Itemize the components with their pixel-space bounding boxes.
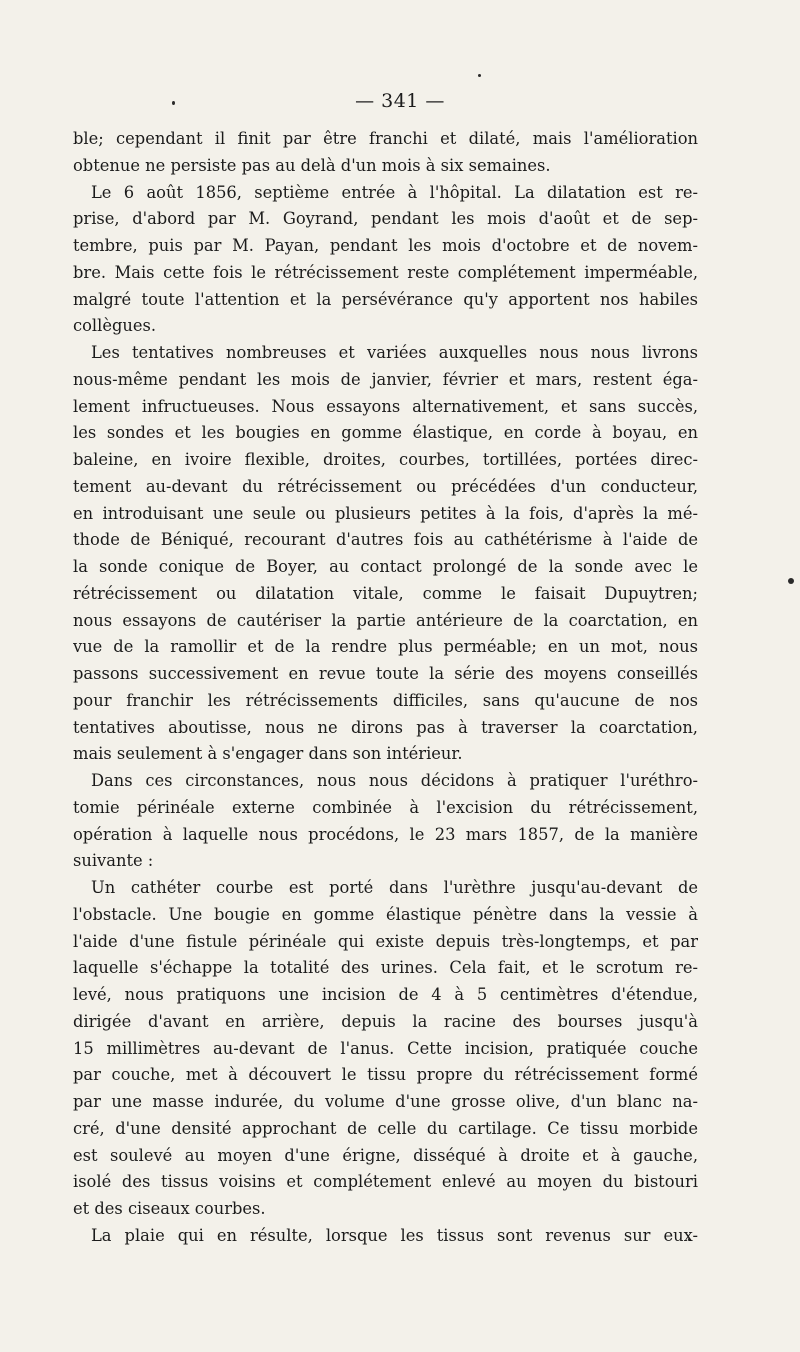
text-line: Dans ces circonstances, nous nous décidons à pratiquer l'uréthro- [91, 771, 698, 790]
text-line: pour franchir les rétrécissements difficiles, sans qu'aucune de nos [73, 690, 698, 710]
text-line: tomie périnéale externe combinée à l'excision du rétrécissement, [73, 797, 698, 817]
text-line: vue de la ramollir et de la rendre plus perméable; en un mot, nous [73, 637, 698, 657]
text-line: les sondes et les bougies en gomme élastique, en corde à boyau, en [73, 423, 698, 443]
text-line: isolé des tissus voisins et complétement enlevé au moyen du bistouri [73, 1172, 698, 1192]
text-line: passons successivement en revue toute la série des moyens conseillés [73, 664, 698, 683]
text-line: Un cathéter courbe est porté dans l'urèthre jusqu'au-devant de [91, 878, 698, 897]
text-line: est soulevé au moyen d'une érigne, disséqué à droite et à gauche, [73, 1145, 698, 1165]
text-line: l'aide d'une fistule périnéale qui existe depuis très-longtemps, et par [73, 931, 698, 951]
text-line: Les tentatives nombreuses et variées auxquelles nous nous livrons [91, 343, 698, 362]
text-line: bre. Mais cette fois le rétrécissement reste complétement imperméable, [73, 262, 698, 282]
text-line: et des ciseaux courbes. [73, 1199, 266, 1218]
text-line: 15 millimètres au-devant de l'anus. Cette incision, pratiquée couche [73, 1038, 698, 1058]
text-line: collègues. [73, 316, 157, 336]
text-line: La plaie qui en résulte, lorsque les tissus sont revenus sur eux- [91, 1225, 698, 1245]
text-line: nous essayons de cautériser la partie antérieure de la coarctation, en [73, 610, 698, 630]
text-line: laquelle s'échappe la totalité des urines. Cela fait, et le scrotum re- [73, 958, 698, 978]
ink-speck [478, 74, 481, 77]
text-line: nous-même pendant les mois de janvier, février et mars, restent éga- [73, 369, 698, 389]
ink-speck [788, 578, 794, 584]
text-line: dirigée d'avant en arrière, depuis la racine des bourses jusqu'à [73, 1011, 698, 1031]
text-line: lement infructueuses. Nous essayons alternativement, et sans succès, [73, 396, 698, 416]
text-line: prise, d'abord par M. Goyrand, pendant les mois d'août et de sep- [73, 209, 698, 229]
text-line: en introduisant une seule ou plusieurs petites à la fois, d'après la mé- [73, 503, 698, 523]
text-line: tentatives aboutisse, nous ne dirons pas à traverser la coarctation, [73, 717, 698, 737]
text-line: malgré toute l'attention et la persévérance qu'y apportent nos habiles [73, 289, 698, 309]
text-line: l'obstacle. Une bougie en gomme élastique pénètre dans la vessie à [73, 904, 698, 924]
text-line: baleine, en ivoire flexible, droites, courbes, tortillées, portées direc- [73, 450, 698, 469]
text-line: mais seulement à s'engager dans son intérieur. [73, 744, 463, 764]
text-line: levé, nous pratiquons une incision de 4 à 5 centimètres d'étendue, [73, 985, 698, 1004]
text-line: cré, d'une densité approchant de celle du cartilage. Ce tissu morbide [73, 1118, 698, 1138]
page-number: — 341 — [355, 90, 445, 112]
text-line: la sonde conique de Boyer, au contact prolongé de la sonde avec le [73, 557, 698, 576]
text-line: tement au-devant du rétrécissement ou précédées d'un conducteur, [73, 476, 698, 496]
text-line: suivante : [73, 851, 154, 871]
text-line: rétrécissement ou dilatation vitale, comme le faisait Dupuytren; [73, 583, 698, 603]
text-line: opération à laquelle nous procédons, le 23 mars 1857, de la manière [73, 824, 698, 844]
text-line: obtenue ne persiste pas au delà d'un mois à six semaines. [73, 155, 551, 175]
text-line: thode de Béniqué, recourant d'autres fois au cathétérisme à l'aide de [73, 530, 698, 550]
text-line: par couche, met à découvert le tissu propre du rétrécissement formé [73, 1065, 698, 1085]
text-line: tembre, puis par M. Payan, pendant les mois d'octobre et de novem- [73, 236, 698, 255]
body-text [73, 126, 698, 1250]
text-line: par une masse indurée, du volume d'une grosse olive, d'un blanc na- [73, 1092, 698, 1111]
text-line: Le 6 août 1856, septième entrée à l'hôpital. La dilatation est re- [91, 182, 698, 202]
text-line: ble; cependant il finit par être franchi et dilaté, mais l'amélioration [73, 129, 698, 148]
